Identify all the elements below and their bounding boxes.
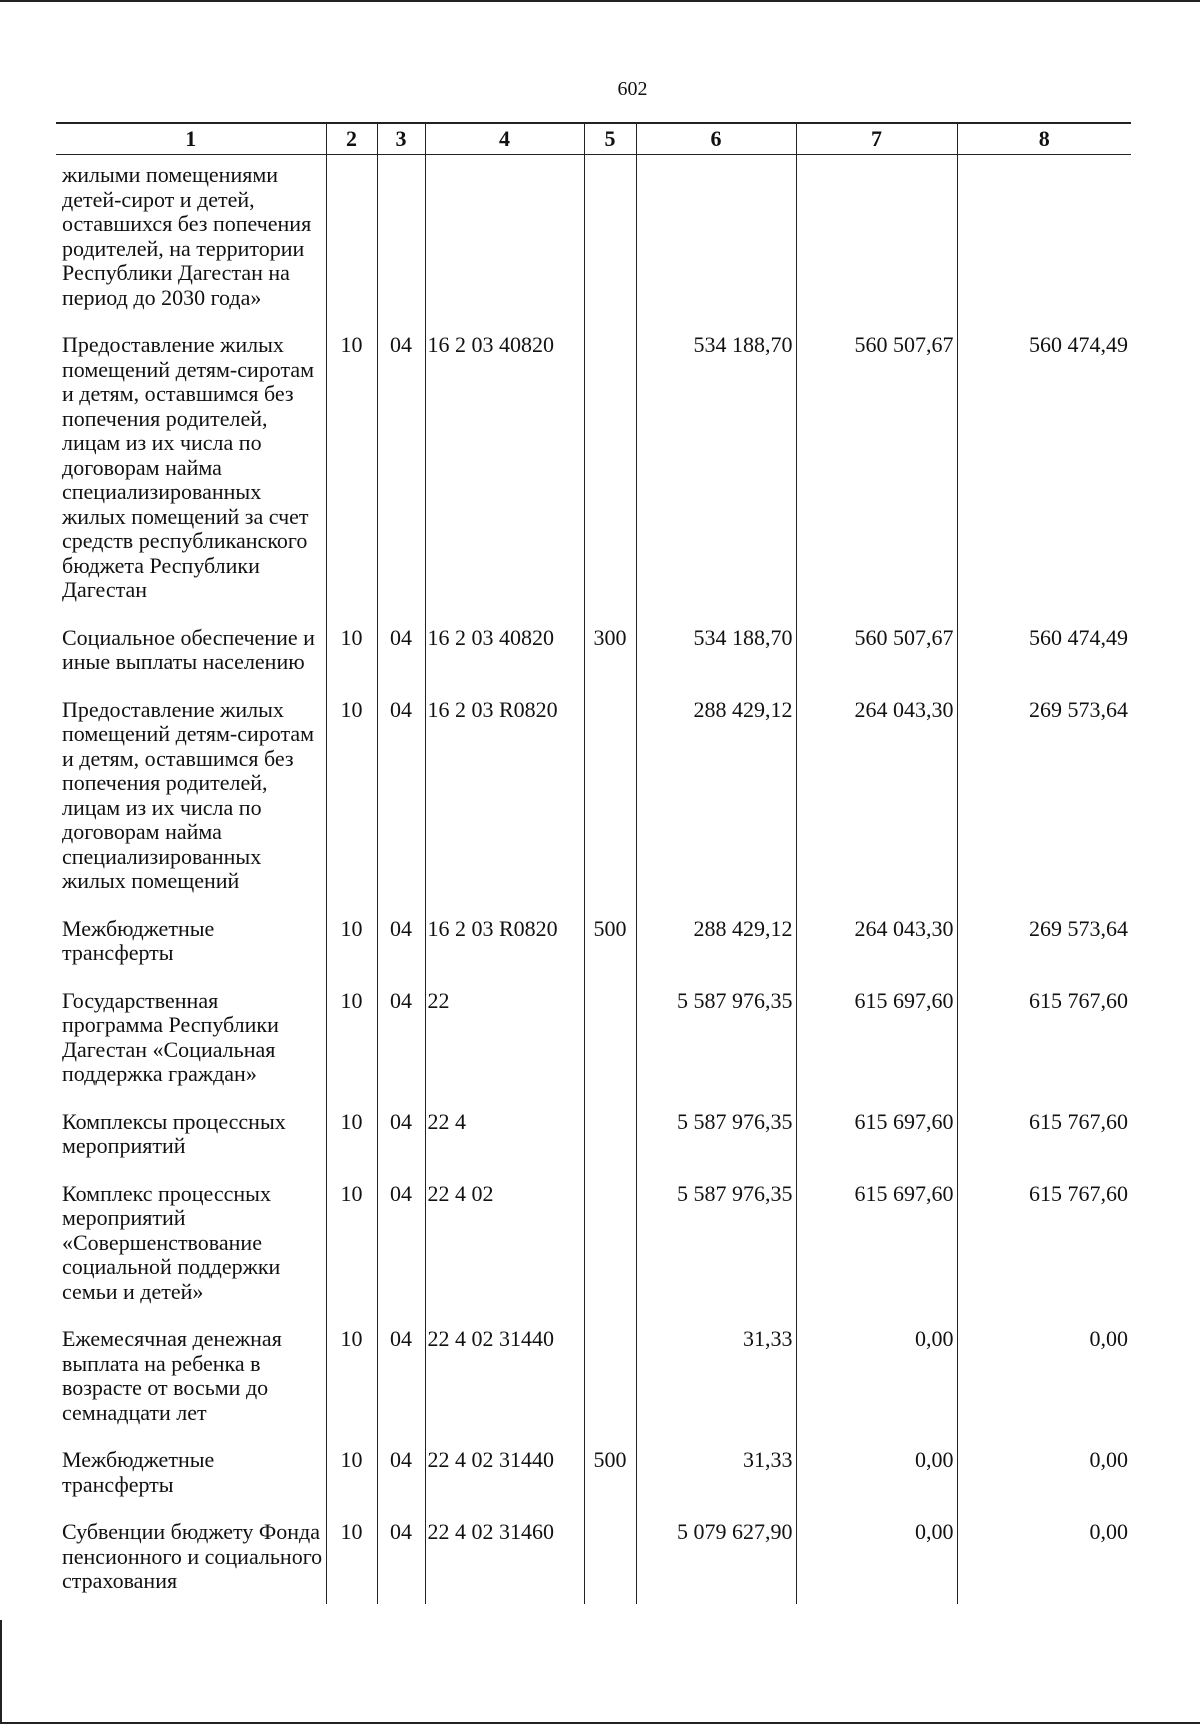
amount-col-7: 615 697,60 bbox=[796, 1174, 957, 1320]
section-code: 10 bbox=[326, 1319, 377, 1440]
expense-type-code: 300 bbox=[584, 618, 636, 690]
amount-col-6: 5 587 976,35 bbox=[636, 1102, 796, 1174]
section-code: 10 bbox=[326, 1102, 377, 1174]
section-code: 10 bbox=[326, 1512, 377, 1604]
subsection-code: 04 bbox=[377, 325, 425, 618]
subsection-code bbox=[377, 155, 425, 326]
amount-col-7: 615 697,60 bbox=[796, 1102, 957, 1174]
amount-col-6: 534 188,70 bbox=[636, 618, 796, 690]
column-header-8: 8 bbox=[957, 123, 1131, 155]
expense-type-code bbox=[584, 1319, 636, 1440]
subsection-code: 04 bbox=[377, 1512, 425, 1604]
amount-col-6: 288 429,12 bbox=[636, 690, 796, 909]
table-row bbox=[56, 981, 1131, 1102]
section-code: 10 bbox=[326, 1174, 377, 1320]
amount-col-7 bbox=[796, 155, 957, 326]
amount-col-7: 0,00 bbox=[796, 1319, 957, 1440]
target-article-code: 22 4 02 31460 bbox=[425, 1512, 584, 1604]
amount-col-8 bbox=[957, 155, 1131, 326]
amount-col-6: 288 429,12 bbox=[636, 909, 796, 981]
row-name: Комплексы процессных мероприятий bbox=[62, 1108, 286, 1158]
row-name: Комплекс процессных мероприятий «Совершенствование социальной поддержки семьи и детей» bbox=[62, 1180, 281, 1304]
amount-col-8: 560 474,49 bbox=[957, 325, 1131, 618]
amount-col-8: 269 573,64 bbox=[957, 909, 1131, 981]
subsection-code: 04 bbox=[377, 1319, 425, 1440]
amount-col-6: 5 587 976,35 bbox=[636, 1174, 796, 1320]
table-row bbox=[56, 618, 1131, 690]
section-code: 10 bbox=[326, 325, 377, 618]
expense-type-code: 500 bbox=[584, 1440, 636, 1512]
expense-type-code bbox=[584, 981, 636, 1102]
amount-col-7: 560 507,67 bbox=[796, 618, 957, 690]
subsection-code: 04 bbox=[377, 690, 425, 909]
target-article-code: 22 4 02 31440 bbox=[425, 1440, 584, 1512]
amount-col-8: 615 767,60 bbox=[957, 1174, 1131, 1320]
amount-col-7: 264 043,30 bbox=[796, 690, 957, 909]
table-row bbox=[56, 325, 1131, 618]
amount-col-6: 5 079 627,90 bbox=[636, 1512, 796, 1604]
column-header-4: 4 bbox=[425, 123, 584, 155]
expense-type-code bbox=[584, 1102, 636, 1174]
amount-col-7: 0,00 bbox=[796, 1512, 957, 1604]
amount-col-6: 31,33 bbox=[636, 1440, 796, 1512]
table-row bbox=[56, 155, 1131, 326]
amount-col-8: 0,00 bbox=[957, 1512, 1131, 1604]
table-row bbox=[56, 1102, 1131, 1174]
amount-col-7: 264 043,30 bbox=[796, 909, 957, 981]
subsection-code: 04 bbox=[377, 909, 425, 981]
amount-col-8: 560 474,49 bbox=[957, 618, 1131, 690]
row-name: Межбюджетные трансферты bbox=[62, 1447, 215, 1497]
amount-col-7: 0,00 bbox=[796, 1440, 957, 1512]
amount-col-7: 560 507,67 bbox=[796, 325, 957, 618]
expense-type-code bbox=[584, 155, 636, 326]
row-name: Предоставление жилых помещений детям-сиротам и детям, оставшимся без попечения родителей, лицам из их числа по договорам найма специализированных жилых помещений за счет средств республиканского бюджета Республики Дагестан bbox=[62, 332, 315, 602]
header-row bbox=[56, 123, 1131, 155]
target-article-code: 22 4 02 bbox=[425, 1174, 584, 1320]
row-name: жилыми помещениями детей-сирот и детей, оставшихся без попечения родителей, на территории Республики Дагестан на период до 2030 года» bbox=[62, 162, 312, 310]
subsection-code: 04 bbox=[377, 1440, 425, 1512]
column-header-1: 1 bbox=[56, 123, 326, 155]
amount-col-6: 534 188,70 bbox=[636, 325, 796, 618]
section-code bbox=[326, 155, 377, 326]
table-row bbox=[56, 909, 1131, 981]
expense-type-code bbox=[584, 1174, 636, 1320]
expense-type-code: 500 bbox=[584, 909, 636, 981]
top-border-line bbox=[0, 0, 1200, 2]
target-article-code bbox=[425, 155, 584, 326]
column-header-6: 6 bbox=[636, 123, 796, 155]
table-row bbox=[56, 1174, 1131, 1320]
target-article-code: 22 4 bbox=[425, 1102, 584, 1174]
budget-table bbox=[56, 122, 1131, 1604]
target-article-code: 16 2 03 40820 bbox=[425, 618, 584, 690]
target-article-code: 16 2 03 R0820 bbox=[425, 909, 584, 981]
row-name: Ежемесячная денежная выплата на ребенка в возрасте от восьми до семнадцати лет bbox=[62, 1326, 282, 1425]
page-number: 602 bbox=[617, 78, 648, 100]
row-name: Социальное обеспечение и иные выплаты населению bbox=[62, 624, 315, 674]
amount-col-7: 615 697,60 bbox=[796, 981, 957, 1102]
column-header-2: 2 bbox=[326, 123, 377, 155]
amount-col-6: 31,33 bbox=[636, 1319, 796, 1440]
row-name: Предоставление жилых помещений детям-сиротам и детям, оставшимся без попечения родителей, лицам из их числа по договорам найма специализированных жилых помещений bbox=[62, 696, 315, 893]
section-code: 10 bbox=[326, 690, 377, 909]
subsection-code: 04 bbox=[377, 981, 425, 1102]
target-article-code: 22 4 02 31440 bbox=[425, 1319, 584, 1440]
amount-col-6: 5 587 976,35 bbox=[636, 981, 796, 1102]
subsection-code: 04 bbox=[377, 1174, 425, 1320]
subsection-code: 04 bbox=[377, 618, 425, 690]
section-code: 10 bbox=[326, 618, 377, 690]
row-name: Субвенции бюджету Фонда пенсионного и социального страхования bbox=[62, 1519, 323, 1593]
row-name: Государственная программа Республики Дагестан «Социальная поддержка граждан» bbox=[62, 987, 279, 1086]
amount-col-8: 615 767,60 bbox=[957, 1102, 1131, 1174]
column-header-5: 5 bbox=[584, 123, 636, 155]
expense-type-code bbox=[584, 325, 636, 618]
expense-type-code bbox=[584, 1512, 636, 1604]
target-article-code: 22 bbox=[425, 981, 584, 1102]
column-header-3: 3 bbox=[377, 123, 425, 155]
section-code: 10 bbox=[326, 1440, 377, 1512]
amount-col-8: 0,00 bbox=[957, 1319, 1131, 1440]
bottom-border-line bbox=[0, 1722, 1200, 1724]
table-row bbox=[56, 690, 1131, 909]
target-article-code: 16 2 03 R0820 bbox=[425, 690, 584, 909]
column-header-7: 7 bbox=[796, 123, 957, 155]
target-article-code: 16 2 03 40820 bbox=[425, 325, 584, 618]
amount-col-6 bbox=[636, 155, 796, 326]
row-name: Межбюджетные трансферты bbox=[62, 915, 215, 965]
amount-col-8: 269 573,64 bbox=[957, 690, 1131, 909]
subsection-code: 04 bbox=[377, 1102, 425, 1174]
table-row bbox=[56, 1319, 1131, 1440]
amount-col-8: 0,00 bbox=[957, 1440, 1131, 1512]
table-row bbox=[56, 1512, 1131, 1604]
table-row bbox=[56, 1440, 1131, 1512]
left-edge-line bbox=[0, 1620, 2, 1724]
expense-type-code bbox=[584, 690, 636, 909]
section-code: 10 bbox=[326, 909, 377, 981]
section-code: 10 bbox=[326, 981, 377, 1102]
amount-col-8: 615 767,60 bbox=[957, 981, 1131, 1102]
